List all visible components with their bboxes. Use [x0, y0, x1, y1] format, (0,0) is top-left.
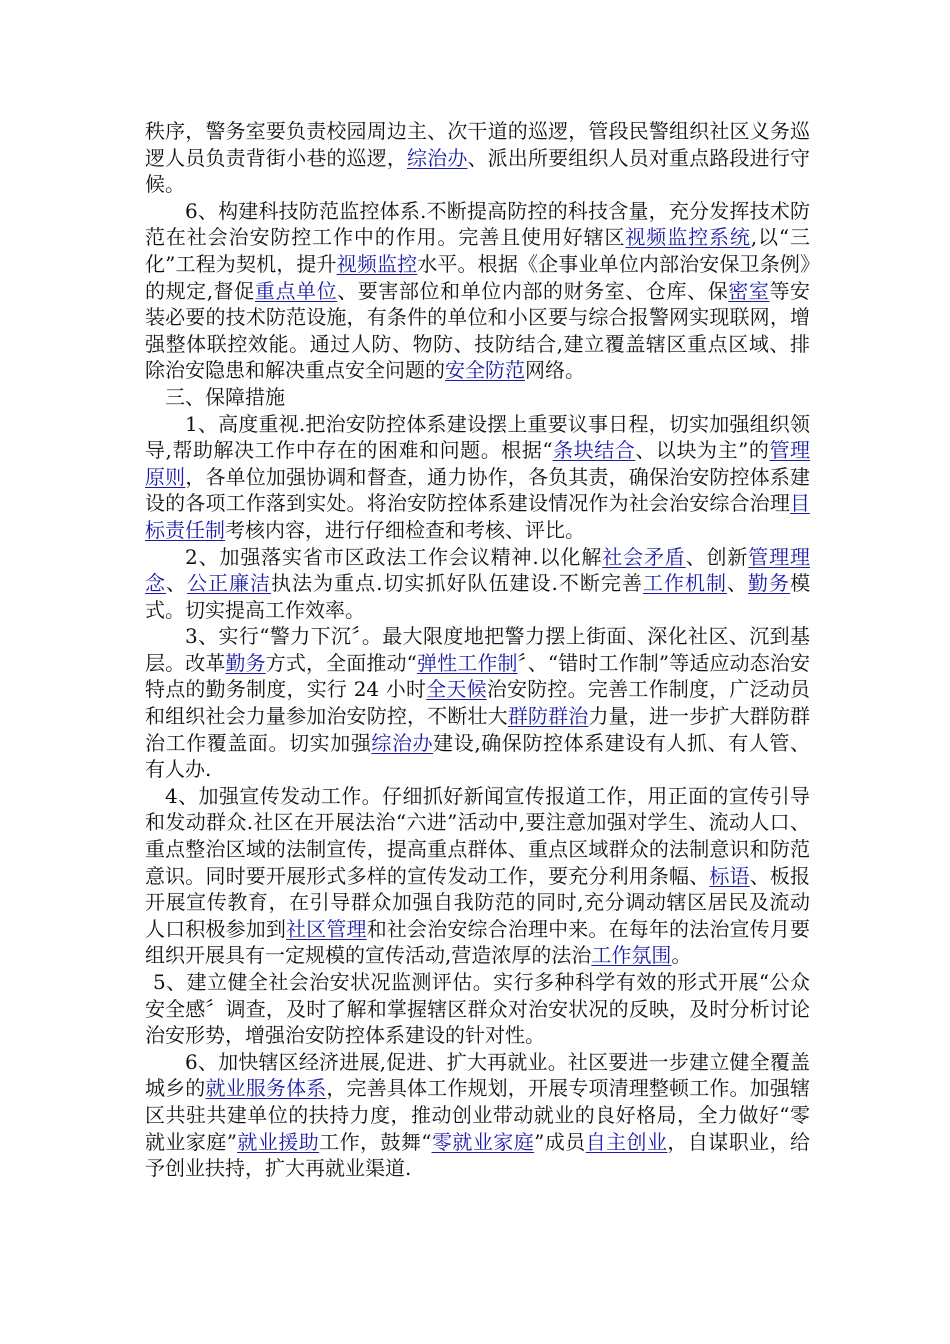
hyperlink[interactable]: 勤务: [748, 571, 791, 596]
text-run: ”成员: [534, 1129, 586, 1154]
text-run: 秩序，警务室要负责校园周边主、次干道的巡逻，管段民警组织社区义务巡逻人员负责背街小巷的巡逻，: [145, 119, 810, 170]
document-page: [145, 118, 810, 1182]
paragraph-security-evaluation: [145, 969, 810, 1049]
text-run: 2、加强落实省市区政法工作会议精神.以化解: [185, 544, 603, 569]
text-run: 、以块为主”的: [635, 438, 770, 463]
hyperlink[interactable]: 目标责任制: [145, 491, 810, 542]
hyperlink[interactable]: 公正廉洁: [187, 571, 272, 596]
hyperlink[interactable]: 密室: [728, 278, 770, 303]
text-run: 三、保障措施: [165, 384, 285, 409]
hyperlink[interactable]: 自主创业: [585, 1129, 668, 1154]
text-run: 3、实行“警力下沉〞。最大限度地把警力摆上街面、深化社区、沉到基层。改革: [145, 624, 810, 675]
hyperlink[interactable]: 零就业家庭: [431, 1129, 535, 1154]
paragraph-tech-monitoring: [145, 198, 810, 384]
text-run: 方式，全面推动“: [265, 650, 417, 675]
text-run: 〞、“错时工作制”等适应动态治安特点的勤务制度，实行 24 小时: [145, 650, 811, 702]
text-run: 、板报开展宣传教育，在引导群众加强自我防范的同时,充分调动辖区居民及流动人口积极参加到: [145, 863, 810, 941]
hyperlink[interactable]: 视频监控: [336, 251, 418, 276]
hyperlink[interactable]: 社区管理: [286, 916, 367, 941]
text-run: 。: [671, 943, 692, 968]
hyperlink[interactable]: 工作氛围: [591, 943, 672, 968]
text-run: 和社会治安综合治理中来。在每年的法治宣传月要组织开展具有一定规模的宣传活动,营造浓厚的法治: [145, 916, 810, 968]
paragraph-employment: [145, 1049, 810, 1182]
hyperlink[interactable]: 就业援助: [236, 1129, 320, 1154]
text-run: 、: [166, 571, 188, 596]
hyperlink[interactable]: 安全防范: [445, 358, 525, 383]
paragraph-patrol-order: [145, 118, 810, 198]
hyperlink[interactable]: 标语: [709, 863, 750, 888]
text-run: 考核内容，进行仔细检查和考核、评比。: [225, 517, 585, 542]
text-run: 水平。根据《企事业单位内部治安保卫条例》的规定,督促: [145, 251, 810, 303]
hyperlink[interactable]: 工作机制: [642, 571, 728, 596]
hyperlink[interactable]: 管理原则: [145, 438, 811, 489]
hyperlink[interactable]: 就业服务体系: [205, 1076, 327, 1101]
text-run: 6、加快辖区经济进展,促进、扩大再就业。社区要进一步建立健全覆盖城乡的: [145, 1049, 810, 1101]
hyperlink[interactable]: 条块结合: [552, 438, 636, 463]
hyperlink[interactable]: 勤务: [225, 650, 266, 675]
hyperlink[interactable]: 综治办: [371, 730, 434, 755]
hyperlink[interactable]: 综治办: [407, 145, 468, 170]
text-run: 模式。切实提高工作效率。: [145, 571, 811, 622]
hyperlink[interactable]: 社会矛盾: [602, 544, 686, 569]
paragraph-high-priority: [145, 411, 810, 544]
hyperlink[interactable]: 全天候: [426, 677, 487, 702]
text-run: 等安装必要的技术防范设施，有条件的单位和小区要与综合报警网实现联网，增强整体联控效能。通过人防、物防、技防结合,建立覆盖辖区重点区域、排除治安隐患和解决重点安全问题的: [145, 278, 811, 383]
text-run: 工作，鼓舞“: [319, 1129, 432, 1154]
hyperlink[interactable]: 弹性工作制: [416, 650, 518, 675]
hyperlink[interactable]: 管理理念: [145, 544, 811, 596]
text-run: 执法为重点.切实抓好队伍建设.不断完善: [271, 571, 643, 596]
text-run: ，自谋职业，给予创业扶持，扩大再就业渠道.: [145, 1129, 811, 1181]
hyperlink[interactable]: 群防群治: [507, 704, 589, 729]
text-run: 治安防控。完善工作制度，广泛动员和组织社会力量参加治安防控，不断壮大: [145, 677, 810, 729]
text-run: 5、建立健全社会治安状况监测评估。实行多种科学有效的形式开展“公众安全感〞调查，及时了解和掌握辖区群众对治安状况的反映，及时分析讨论治安形势，增强治安防控体系建设的针对性。: [145, 970, 810, 1048]
text-run: 、创新: [685, 544, 749, 569]
text-run: 1、高度重视.把治安防控体系建设摆上重要议事日程，切实加强组织领导,帮助解决工作中存在的困难和问题。根据“: [145, 411, 810, 463]
text-run: 建设,确保防控体系建设有人抓、有人管、有人办.: [145, 730, 811, 782]
text-run: 4、加强宣传发动工作。仔细抓好新闻宣传报道工作，用正面的宣传引导和发动群众.社区在开展法治“六进”活动中,要注意加强对学生、流动人口、重点整治区域的法制宣传，提高重点群体、重点区域群众的法制意识和防范意识。同时要开展形式多样的宣传发动工作，要充分利用条幅、: [145, 783, 810, 888]
text-run: ，各单位加强协调和督查，通力协作，各负其责，确保治安防控体系建设的各项工作落到实处。将治安防控体系建设情况作为社会治安综合治理: [145, 464, 810, 516]
text-run: 力量，进一步扩大群防群治工作覆盖面。切实加强: [145, 704, 810, 755]
text-run: 6、构建科技防范监控体系.不断提高防控的科技含量，充分发挥技术防范在社会治安防控工作中的作用。完善且使用好辖区: [145, 198, 810, 250]
text-run: 网络。: [525, 358, 585, 383]
text-run: ，完善具体工作规划，开展专项清理整顿工作。加强辖区共驻共建单位的扶持力度，推动创业带动就业的良好格局，全力做好“零就业家庭”: [145, 1076, 810, 1154]
text-run: 、派出所要组织人员对重点路段进行守候。: [145, 145, 810, 197]
hyperlink[interactable]: 视频监控系统: [625, 225, 751, 250]
text-run: 、要害部位和单位内部的财务室、仓库、保: [337, 278, 729, 303]
paragraph-publicity: [145, 783, 810, 969]
paragraph-police-sink: [145, 623, 810, 783]
section-heading-safeguards: [145, 384, 810, 411]
hyperlink[interactable]: 重点单位: [254, 278, 338, 303]
text-run: 、: [727, 571, 749, 596]
paragraph-political-legal-conference: [145, 544, 810, 624]
text-run: ,以“三化”工程为契机，提升: [145, 225, 810, 276]
